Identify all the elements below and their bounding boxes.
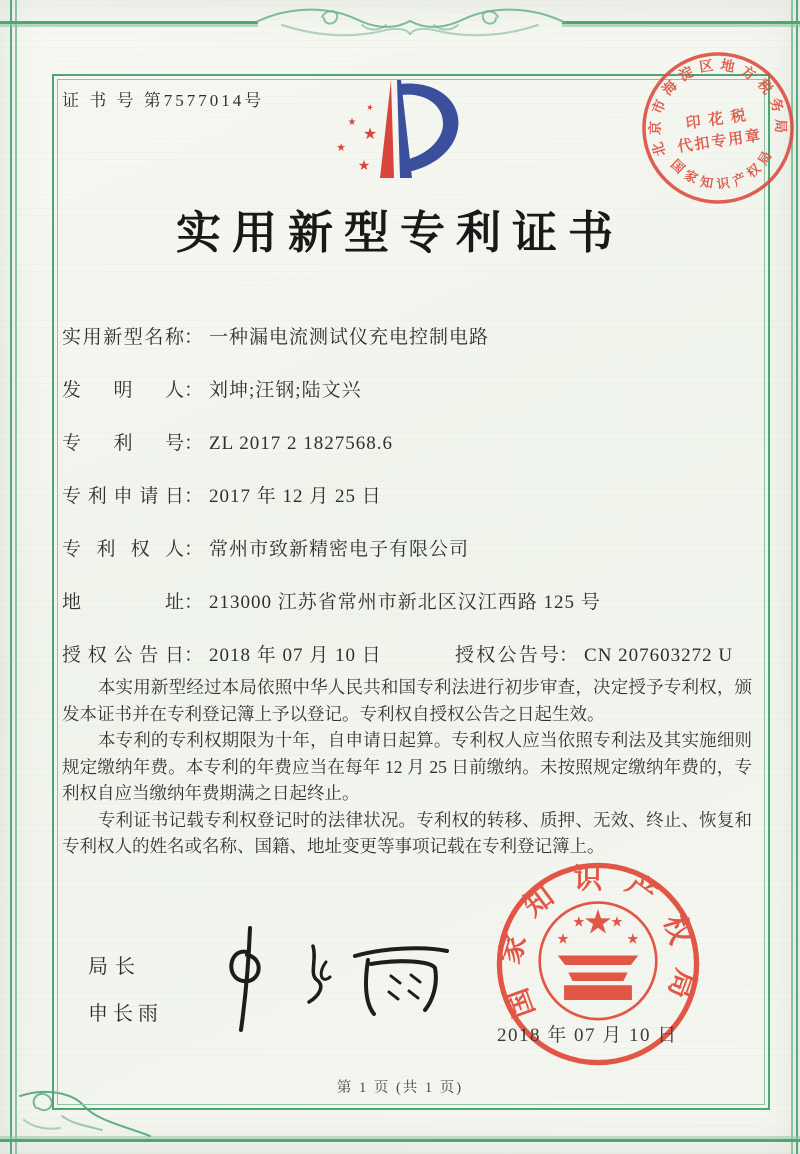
- field-colon: ：: [184, 592, 204, 613]
- field-row-grant-no: [455, 640, 733, 667]
- tax-stamp-center-line2: 代扣专用章: [676, 128, 764, 156]
- small-star-icon: ★: [557, 931, 569, 946]
- legal-paragraph-2: 本专利的专利权期限为十年，自申请日起算。专利权人应当依照专利法及其实施细则规定缴纳年费。本专利的年费应当在每年 12 月 25 日前缴纳。未按照规定缴纳年费的，专利权自应当缴纳年费期满之日起终止。: [62, 730, 752, 803]
- cnipa-logo: [328, 72, 468, 192]
- field-row-name: [62, 322, 489, 349]
- logo-red-wedge: [380, 80, 394, 178]
- field-value: ZL 2017 2 1827568.6: [209, 433, 394, 454]
- small-star-icon: ★: [627, 931, 639, 946]
- seal-date: 2018 年 07 月 10 日: [497, 1025, 678, 1046]
- big-star-icon: ★: [584, 907, 612, 940]
- field-label: 授权公告日: [62, 645, 184, 666]
- star-icon: ★: [357, 159, 371, 174]
- director-title-label: 局长: [88, 956, 142, 978]
- field-label: 专利权人: [62, 539, 184, 560]
- field-row-address: [62, 587, 601, 614]
- field-label: 专利申请日: [62, 486, 184, 507]
- national-emblem-icon: [540, 903, 657, 1020]
- field-colon: ：: [559, 645, 579, 666]
- star-icon: ★: [336, 142, 346, 154]
- certificate-number: 证 书 号 第7577014号: [62, 91, 265, 110]
- field-value: 213000 江苏省常州市新北区汉江西路 125 号: [209, 592, 601, 613]
- field-colon: ：: [184, 433, 204, 454]
- field-label: 地址: [62, 592, 184, 613]
- seal-ring-text: 国家知识产权局: [493, 862, 703, 1022]
- field-colon: ：: [184, 539, 204, 560]
- field-row-inventors: [62, 375, 362, 402]
- field-colon: ：: [184, 327, 204, 348]
- field-row-grant-date: [62, 640, 734, 667]
- legal-paragraph-3: 专利证书记载专利权登记时的法律状况。专利权的转移、质押、无效、终止、恢复和专利权人的姓名或名称、国籍、地址变更等事项记载在专利登记簿上。: [62, 809, 752, 856]
- small-star-icon: ★: [573, 914, 585, 929]
- border-top-right-segment: [562, 21, 800, 24]
- field-colon: ：: [184, 486, 204, 507]
- legal-text-block: [62, 674, 752, 860]
- field-row-patentee: [62, 534, 469, 561]
- tax-stamp: [628, 38, 800, 218]
- field-label: 专利号: [62, 433, 184, 454]
- tax-stamp-ring-bottom-text: 国家知识产权局: [667, 144, 777, 192]
- legal-paragraph-1: 本实用新型经过本局依照中华人民共和国专利法进行初步审查，决定授予专利权，颁发本证书并在专利登记簿上予以登记。专利权自授权公告之日起生效。: [62, 677, 752, 724]
- field-value: 一种漏电流测试仪充电控制电路: [209, 327, 490, 348]
- border-top-left-segment: [0, 21, 258, 24]
- field-value: 2017 年 12 月 25 日: [209, 486, 382, 507]
- field-colon: ：: [184, 645, 204, 666]
- star-icon: ★: [362, 126, 378, 143]
- tax-stamp-ring-top-text: 北京市海淀区地方税务局: [648, 58, 788, 158]
- tax-stamp-center-line1: 印 花 税: [684, 107, 749, 133]
- field-label: 发明人: [62, 380, 184, 401]
- director-name: 申长雨: [88, 1003, 163, 1025]
- field-label: 授权公告号: [455, 645, 559, 666]
- field-label: 实用新型名称: [62, 327, 184, 348]
- star-icon: ★: [347, 117, 357, 128]
- field-colon: ：: [184, 380, 204, 401]
- dragon-ornament-icon: [252, 1, 568, 43]
- small-star-icon: ★: [611, 914, 623, 929]
- field-row-patent-no: [62, 428, 393, 455]
- border-left-band: [10, 0, 17, 1154]
- field-value: 常州市致新精密电子有限公司: [209, 539, 470, 560]
- star-icon: ★: [365, 102, 375, 113]
- director-signature: [195, 922, 465, 1037]
- page-title: 实用新型专利证书: [175, 208, 624, 258]
- field-value: CN 207603272 U: [584, 645, 734, 666]
- field-value: 2018 年 07 月 10 日: [209, 645, 382, 666]
- page-footer: 第 1 页 (共 1 页): [336, 1080, 464, 1096]
- field-value: 刘坤;汪钢;陆文兴: [209, 380, 362, 401]
- field-row-filing-date: [62, 481, 382, 508]
